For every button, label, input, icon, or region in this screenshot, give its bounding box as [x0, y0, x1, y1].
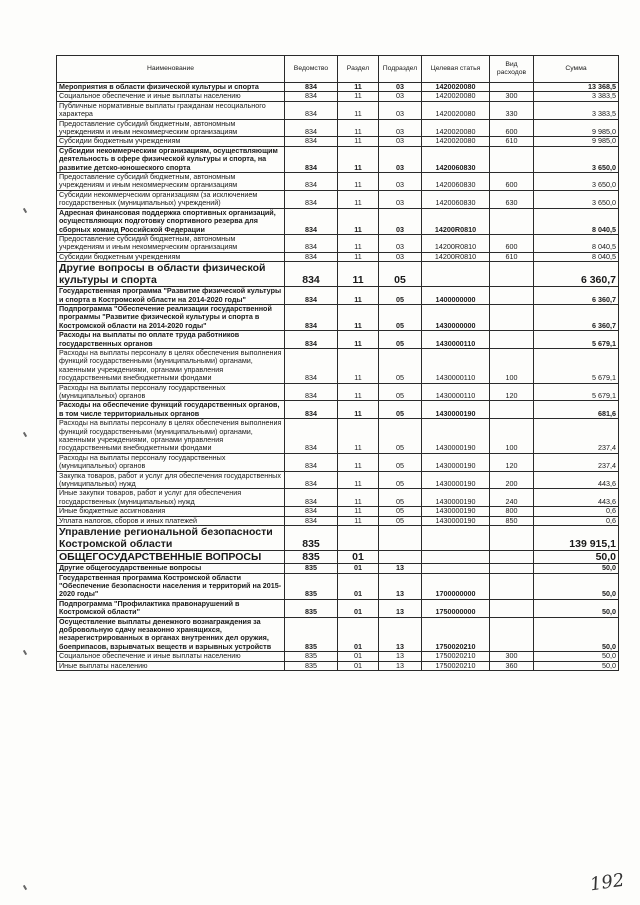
cell-sum: 50,0 — [534, 551, 619, 564]
cell-sum: 13 368,5 — [534, 83, 619, 92]
cell-sum: 8 040,5 — [534, 234, 619, 252]
cell-name: Уплата налогов, сборов и иных платежей — [57, 516, 285, 525]
cell-name: Иные выплаты населению — [57, 661, 285, 670]
cell-podrazdel: 05 — [379, 348, 422, 383]
cell-vedomstvo: 834 — [285, 173, 338, 191]
header-target-article: Целевая статья — [422, 56, 490, 83]
cell-podrazdel: 03 — [379, 190, 422, 208]
cell-sum: 5 679,1 — [534, 383, 619, 401]
cell-podrazdel: 05 — [379, 287, 422, 305]
cell-vedomstvo: 835 — [285, 661, 338, 670]
cell-sum: 3 650,0 — [534, 173, 619, 191]
cell-target-article — [422, 564, 490, 573]
cell-podrazdel: 05 — [379, 383, 422, 401]
cell-sum: 3 650,0 — [534, 190, 619, 208]
cell-razdel: 01 — [338, 564, 379, 573]
table-row — [57, 331, 619, 349]
cell-razdel: 01 — [338, 652, 379, 661]
cell-razdel: 11 — [338, 471, 379, 489]
cell-sum: 50,0 — [534, 617, 619, 652]
cell-vedomstvo: 834 — [285, 146, 338, 172]
table-row — [57, 101, 619, 119]
cell-podrazdel: 05 — [379, 489, 422, 507]
table-row — [57, 119, 619, 137]
cell-vedomstvo: 834 — [285, 119, 338, 137]
cell-target-article: 1430000110 — [422, 348, 490, 383]
cell-sum: 3 383,5 — [534, 92, 619, 101]
cell-name: Управление региональной безопасности Костромской области — [57, 526, 285, 551]
table-row — [57, 208, 619, 234]
cell-sum: 139 915,1 — [534, 526, 619, 551]
cell-vedomstvo: 834 — [285, 419, 338, 454]
cell-vedomstvo: 834 — [285, 489, 338, 507]
cell-razdel: 01 — [338, 617, 379, 652]
table-row — [57, 564, 619, 573]
cell-sum: 237,4 — [534, 419, 619, 454]
budget-table — [56, 55, 619, 671]
cell-name: Осуществление выплаты денежного вознаграждения за добровольную сдачу незаконно хранящихся, незарегистрированных в органах внутренних дел оружия, боеприпасов, взрывчатых веществ и взрывных устройств — [57, 617, 285, 652]
cell-sum: 50,0 — [534, 652, 619, 661]
cell-podrazdel: 03 — [379, 173, 422, 191]
cell-target-article: 1430000190 — [422, 507, 490, 516]
cell-target-article: 1430000110 — [422, 331, 490, 349]
cell-sum: 0,6 — [534, 507, 619, 516]
cell-podrazdel: 03 — [379, 83, 422, 92]
cell-podrazdel: 13 — [379, 573, 422, 599]
cell-expense-type: 600 — [490, 234, 534, 252]
cell-podrazdel: 03 — [379, 146, 422, 172]
cell-sum: 3 383,5 — [534, 101, 619, 119]
table-row — [57, 507, 619, 516]
cell-razdel: 11 — [338, 252, 379, 261]
cell-razdel: 11 — [338, 137, 379, 146]
cell-target-article: 1420060830 — [422, 173, 490, 191]
margin-mark — [23, 650, 27, 655]
cell-vedomstvo: 834 — [285, 234, 338, 252]
cell-razdel: 11 — [338, 348, 379, 383]
cell-expense-type — [490, 617, 534, 652]
cell-vedomstvo: 834 — [285, 287, 338, 305]
table-row — [57, 83, 619, 92]
cell-vedomstvo: 834 — [285, 471, 338, 489]
cell-razdel: 01 — [338, 661, 379, 670]
cell-expense-type — [490, 304, 534, 330]
table-row — [57, 551, 619, 564]
margin-mark — [23, 432, 27, 437]
cell-name: Субсидии некоммерческим организациям (за исключением государственных (муниципальных) учреждений) — [57, 190, 285, 208]
cell-razdel: 11 — [338, 119, 379, 137]
cell-vedomstvo: 834 — [285, 516, 338, 525]
cell-target-article: 1420060830 — [422, 146, 490, 172]
header-podrazdel: Подраздел — [379, 56, 422, 83]
table-row — [57, 617, 619, 652]
cell-razdel: 11 — [338, 101, 379, 119]
cell-name: Предоставление субсидий бюджетным, автономным учреждениям и иным некоммерческим организациям — [57, 119, 285, 137]
cell-razdel: 11 — [338, 489, 379, 507]
cell-razdel: 11 — [338, 516, 379, 525]
cell-podrazdel: 03 — [379, 119, 422, 137]
cell-vedomstvo: 834 — [285, 262, 338, 287]
cell-vedomstvo: 834 — [285, 348, 338, 383]
cell-vedomstvo: 834 — [285, 304, 338, 330]
cell-target-article: 1420020080 — [422, 101, 490, 119]
cell-vedomstvo: 835 — [285, 564, 338, 573]
cell-name: Закупка товаров, работ и услуг для обеспечения государственных (муниципальных) нужд — [57, 471, 285, 489]
cell-podrazdel: 13 — [379, 564, 422, 573]
cell-expense-type: 610 — [490, 137, 534, 146]
cell-razdel: 01 — [338, 599, 379, 617]
table-row — [57, 173, 619, 191]
cell-target-article: 1750020210 — [422, 617, 490, 652]
cell-target-article: 1420020080 — [422, 119, 490, 137]
cell-podrazdel — [379, 551, 422, 564]
cell-name: ОБЩЕГОСУДАРСТВЕННЫЕ ВОПРОСЫ — [57, 551, 285, 564]
cell-target-article: 1430000190 — [422, 489, 490, 507]
cell-vedomstvo: 835 — [285, 551, 338, 564]
table-header-row — [57, 56, 619, 83]
cell-target-article: 1430000110 — [422, 383, 490, 401]
cell-podrazdel: 13 — [379, 652, 422, 661]
cell-vedomstvo: 834 — [285, 453, 338, 471]
cell-target-article: 14200R0810 — [422, 208, 490, 234]
cell-name: Подпрограмма "Профилактика правонарушений в Костромской области" — [57, 599, 285, 617]
cell-vedomstvo: 834 — [285, 190, 338, 208]
cell-podrazdel: 13 — [379, 617, 422, 652]
cell-expense-type: 360 — [490, 661, 534, 670]
cell-vedomstvo: 834 — [285, 383, 338, 401]
cell-sum: 6 360,7 — [534, 287, 619, 305]
cell-target-article: 1750020210 — [422, 661, 490, 670]
cell-sum: 443,6 — [534, 471, 619, 489]
cell-expense-type: 100 — [490, 419, 534, 454]
cell-target-article: 1420020080 — [422, 83, 490, 92]
cell-vedomstvo: 834 — [285, 137, 338, 146]
cell-expense-type: 200 — [490, 471, 534, 489]
cell-target-article: 1750000000 — [422, 599, 490, 617]
cell-podrazdel: 03 — [379, 234, 422, 252]
cell-vedomstvo: 834 — [285, 83, 338, 92]
cell-target-article: 1700000000 — [422, 573, 490, 599]
cell-vedomstvo: 834 — [285, 92, 338, 101]
cell-sum: 681,6 — [534, 401, 619, 419]
cell-target-article — [422, 551, 490, 564]
cell-podrazdel: 13 — [379, 661, 422, 670]
cell-expense-type: 240 — [490, 489, 534, 507]
cell-sum: 50,0 — [534, 599, 619, 617]
cell-target-article — [422, 262, 490, 287]
cell-podrazdel: 03 — [379, 252, 422, 261]
cell-name: Публичные нормативные выплаты гражданам несоциального характера — [57, 101, 285, 119]
cell-name: Субсидии некоммерческим организациям, осуществляющим деятельность в сфере физической культуры и спорта, на развитие детско-юношеского спорта — [57, 146, 285, 172]
cell-expense-type: 600 — [490, 173, 534, 191]
cell-expense-type: 800 — [490, 507, 534, 516]
table-row — [57, 287, 619, 305]
cell-podrazdel: 13 — [379, 599, 422, 617]
table-row — [57, 190, 619, 208]
cell-expense-type: 100 — [490, 348, 534, 383]
cell-target-article: 1420020080 — [422, 137, 490, 146]
cell-expense-type: 300 — [490, 652, 534, 661]
cell-vedomstvo: 835 — [285, 599, 338, 617]
cell-razdel: 11 — [338, 92, 379, 101]
table-row — [57, 652, 619, 661]
cell-name: Государственная программа Костромской области "Обеспечение безопасности населения и территорий на 2015-2020 годы" — [57, 573, 285, 599]
cell-name: Социальное обеспечение и иные выплаты населению — [57, 652, 285, 661]
table-row — [57, 304, 619, 330]
cell-expense-type — [490, 599, 534, 617]
cell-sum: 9 985,0 — [534, 137, 619, 146]
cell-name: Субсидии бюджетным учреждениям — [57, 252, 285, 261]
cell-razdel: 11 — [338, 507, 379, 516]
cell-razdel: 11 — [338, 190, 379, 208]
cell-podrazdel — [379, 526, 422, 551]
cell-sum: 6 360,7 — [534, 262, 619, 287]
cell-vedomstvo: 834 — [285, 208, 338, 234]
cell-podrazdel: 05 — [379, 331, 422, 349]
cell-vedomstvo: 835 — [285, 526, 338, 551]
cell-sum: 50,0 — [534, 661, 619, 670]
cell-razdel: 11 — [338, 262, 379, 287]
cell-target-article: 14200R0810 — [422, 252, 490, 261]
table-row — [57, 92, 619, 101]
cell-expense-type — [490, 526, 534, 551]
cell-vedomstvo: 834 — [285, 101, 338, 119]
cell-target-article — [422, 526, 490, 551]
table-row — [57, 262, 619, 287]
cell-expense-type: 600 — [490, 119, 534, 137]
cell-sum: 3 650,0 — [534, 146, 619, 172]
cell-expense-type — [490, 146, 534, 172]
cell-podrazdel: 03 — [379, 208, 422, 234]
cell-vedomstvo: 835 — [285, 652, 338, 661]
table-body — [57, 83, 619, 671]
table-row — [57, 489, 619, 507]
cell-target-article: 1430000190 — [422, 471, 490, 489]
cell-sum: 0,6 — [534, 516, 619, 525]
table-row — [57, 453, 619, 471]
cell-sum: 5 679,1 — [534, 348, 619, 383]
table-row — [57, 661, 619, 670]
cell-name: Иные бюджетные ассигнования — [57, 507, 285, 516]
cell-razdel: 11 — [338, 383, 379, 401]
cell-razdel: 11 — [338, 173, 379, 191]
table-row — [57, 526, 619, 551]
table-row — [57, 234, 619, 252]
cell-name: Расходы на выплаты по оплате труда работников государственных органов — [57, 331, 285, 349]
cell-podrazdel: 05 — [379, 507, 422, 516]
table-row — [57, 348, 619, 383]
cell-target-article: 1400000000 — [422, 287, 490, 305]
cell-razdel: 11 — [338, 234, 379, 252]
cell-vedomstvo: 834 — [285, 252, 338, 261]
cell-sum: 5 679,1 — [534, 331, 619, 349]
table-row — [57, 573, 619, 599]
cell-razdel: 11 — [338, 419, 379, 454]
table-row — [57, 383, 619, 401]
cell-razdel: 11 — [338, 146, 379, 172]
cell-razdel: 11 — [338, 287, 379, 305]
margin-mark — [23, 208, 27, 213]
cell-razdel: 11 — [338, 304, 379, 330]
cell-expense-type — [490, 573, 534, 599]
cell-sum: 9 985,0 — [534, 119, 619, 137]
cell-expense-type — [490, 331, 534, 349]
cell-podrazdel: 03 — [379, 92, 422, 101]
cell-sum: 8 040,5 — [534, 252, 619, 261]
cell-name: Расходы на выплаты персоналу государственных (муниципальных) органов — [57, 383, 285, 401]
cell-expense-type — [490, 564, 534, 573]
cell-expense-type: 120 — [490, 383, 534, 401]
cell-expense-type: 630 — [490, 190, 534, 208]
cell-target-article: 1430000190 — [422, 419, 490, 454]
cell-target-article: 1430000000 — [422, 304, 490, 330]
cell-razdel: 01 — [338, 551, 379, 564]
cell-expense-type — [490, 401, 534, 419]
cell-name: Иные закупки товаров, работ и услуг для обеспечения государственных (муниципальных) нужд — [57, 489, 285, 507]
cell-razdel: 11 — [338, 453, 379, 471]
table-row — [57, 599, 619, 617]
cell-name: Адресная финансовая поддержка спортивных организаций, осуществляющих подготовку спортивного резерва для сборных команд Российской Федерации — [57, 208, 285, 234]
cell-vedomstvo: 835 — [285, 573, 338, 599]
cell-podrazdel: 05 — [379, 401, 422, 419]
table-row — [57, 146, 619, 172]
table-row — [57, 137, 619, 146]
header-vedomstvo: Ведомство — [285, 56, 338, 83]
cell-name: Подпрограмма "Обеспечение реализации государственной программы "Развитие физической культуры и спорта в Костромской области на 2014-2020 годы" — [57, 304, 285, 330]
cell-podrazdel: 05 — [379, 453, 422, 471]
cell-expense-type: 300 — [490, 92, 534, 101]
cell-sum: 8 040,5 — [534, 208, 619, 234]
cell-target-article: 1430000190 — [422, 401, 490, 419]
cell-name: Предоставление субсидий бюджетным, автономным учреждениям и иным некоммерческим организациям — [57, 173, 285, 191]
cell-name: Расходы на выплаты персоналу в целях обеспечения выполнения функций государственными (муниципальными) органами, казенными учреждениями, органами управления государственными внебюджетными фондами — [57, 419, 285, 454]
cell-podrazdel: 05 — [379, 262, 422, 287]
cell-name: Субсидии бюджетным учреждениям — [57, 137, 285, 146]
cell-expense-type — [490, 208, 534, 234]
cell-expense-type — [490, 287, 534, 305]
cell-vedomstvo: 834 — [285, 401, 338, 419]
header-expense-type: Вид расходов — [490, 56, 534, 83]
cell-name: Расходы на выплаты персоналу в целях обеспечения выполнения функций государственными (муниципальными) органами, казенными учреждениями, органами управления государственными внебюджетными фондами — [57, 348, 285, 383]
cell-sum: 237,4 — [534, 453, 619, 471]
cell-expense-type — [490, 551, 534, 564]
cell-name: Расходы на выплаты персоналу государственных (муниципальных) органов — [57, 453, 285, 471]
cell-target-article: 14200R0810 — [422, 234, 490, 252]
cell-vedomstvo: 834 — [285, 507, 338, 516]
cell-expense-type — [490, 262, 534, 287]
cell-name: Государственная программа "Развитие физической культуры и спорта в Костромской области на 2014-2020 годы" — [57, 287, 285, 305]
cell-name: Другие общегосударственные вопросы — [57, 564, 285, 573]
table-row — [57, 401, 619, 419]
table-row — [57, 516, 619, 525]
cell-target-article: 1420060830 — [422, 190, 490, 208]
table-row — [57, 252, 619, 261]
cell-razdel — [338, 526, 379, 551]
cell-razdel: 11 — [338, 331, 379, 349]
cell-expense-type: 610 — [490, 252, 534, 261]
cell-expense-type: 120 — [490, 453, 534, 471]
margin-mark — [23, 885, 27, 890]
cell-expense-type — [490, 83, 534, 92]
cell-sum: 50,0 — [534, 564, 619, 573]
cell-target-article: 1430000190 — [422, 516, 490, 525]
cell-target-article: 1420020080 — [422, 92, 490, 101]
header-sum: Сумма — [534, 56, 619, 83]
cell-expense-type: 850 — [490, 516, 534, 525]
cell-name: Другие вопросы в области физической культуры и спорта — [57, 262, 285, 287]
cell-podrazdel: 05 — [379, 471, 422, 489]
cell-razdel: 11 — [338, 83, 379, 92]
header-name: Наименование — [57, 56, 285, 83]
cell-name: Социальное обеспечение и иные выплаты населению — [57, 92, 285, 101]
cell-target-article: 1430000190 — [422, 453, 490, 471]
cell-podrazdel: 05 — [379, 304, 422, 330]
cell-sum: 6 360,7 — [534, 304, 619, 330]
cell-name: Предоставление субсидий бюджетным, автономным учреждениям и иным некоммерческим организациям — [57, 234, 285, 252]
page-number: 192 — [588, 869, 626, 896]
cell-name: Расходы на обеспечение функций государственных органов, в том числе территориальных органов — [57, 401, 285, 419]
cell-razdel: 11 — [338, 208, 379, 234]
table-row — [57, 419, 619, 454]
cell-podrazdel: 05 — [379, 516, 422, 525]
table-row — [57, 471, 619, 489]
cell-podrazdel: 05 — [379, 419, 422, 454]
cell-podrazdel: 03 — [379, 137, 422, 146]
cell-expense-type: 330 — [490, 101, 534, 119]
cell-sum: 443,6 — [534, 489, 619, 507]
cell-target-article: 1750020210 — [422, 652, 490, 661]
cell-razdel: 01 — [338, 573, 379, 599]
cell-podrazdel: 03 — [379, 101, 422, 119]
cell-sum: 50,0 — [534, 573, 619, 599]
header-razdel: Раздел — [338, 56, 379, 83]
cell-vedomstvo: 835 — [285, 617, 338, 652]
cell-vedomstvo: 834 — [285, 331, 338, 349]
cell-razdel: 11 — [338, 401, 379, 419]
cell-name: Мероприятия в области физической культуры и спорта — [57, 83, 285, 92]
